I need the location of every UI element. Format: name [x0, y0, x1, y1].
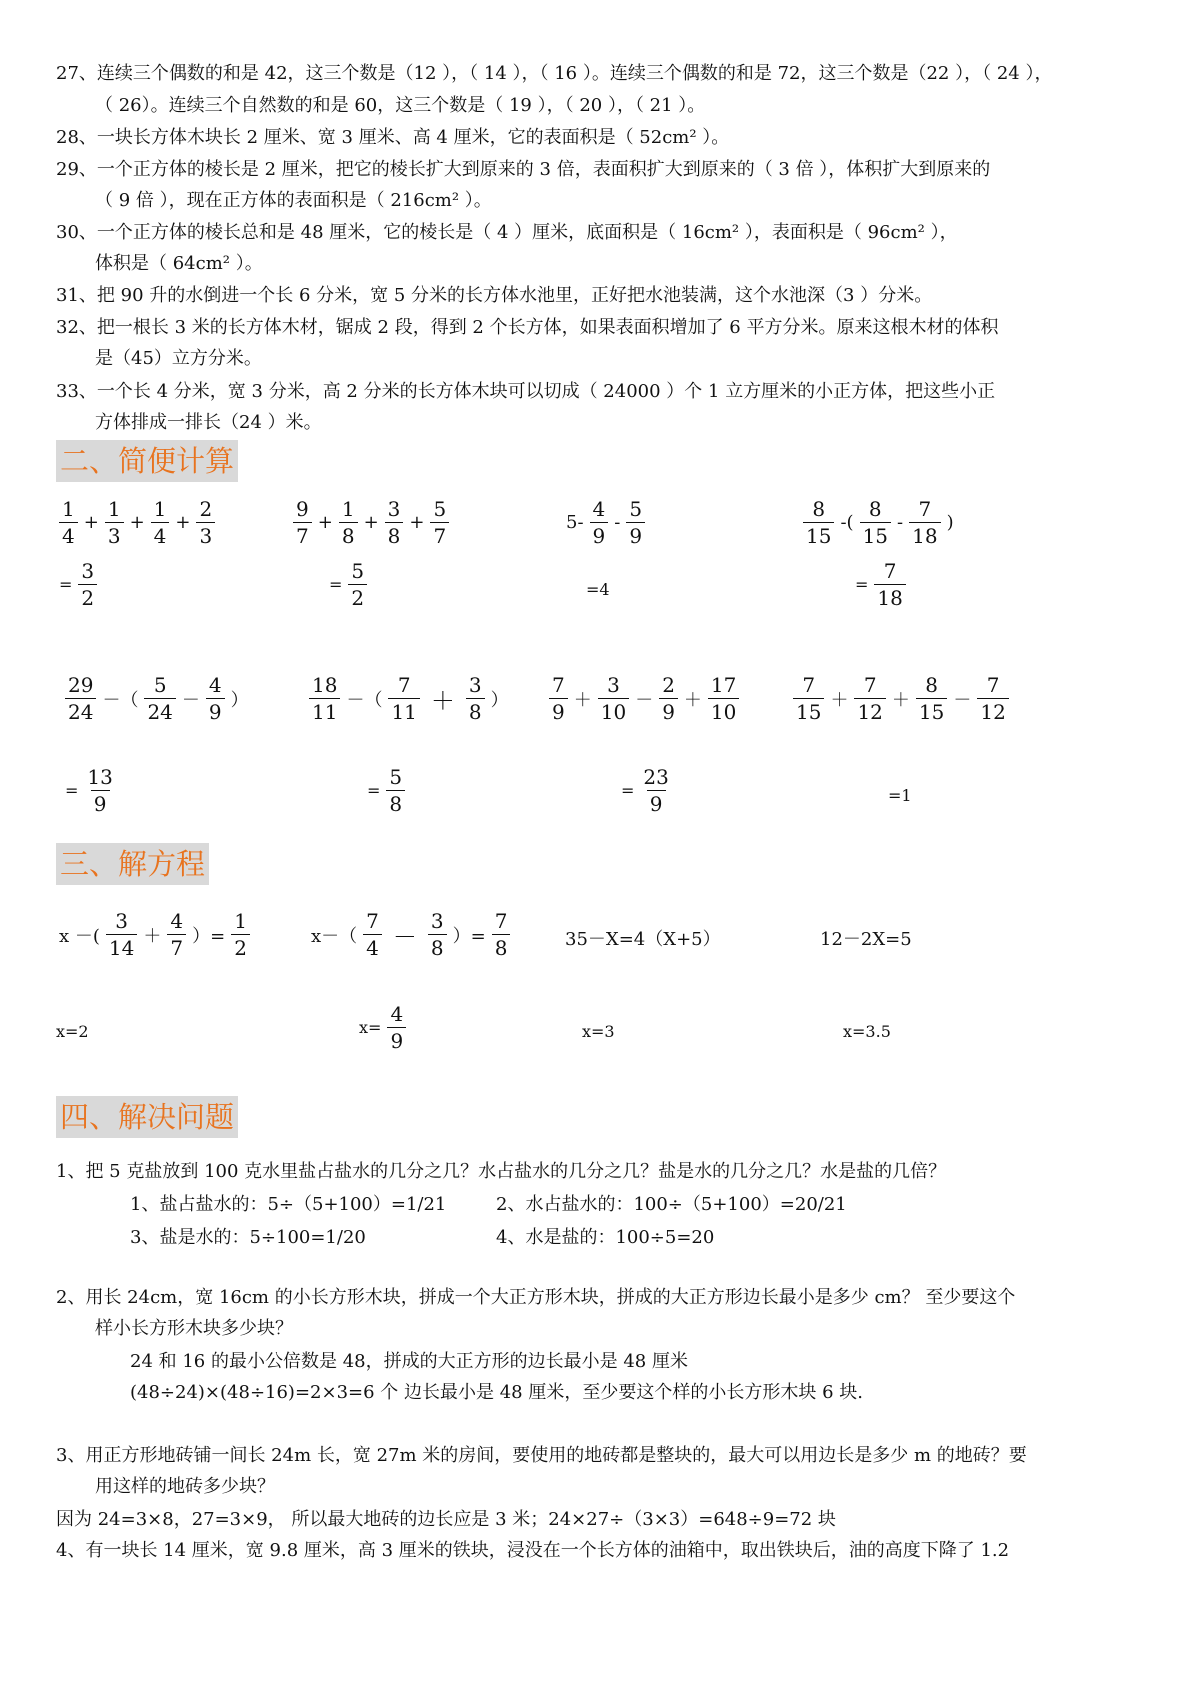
calc-expression-3: 5- $\frac{4}{9}$ - $\frac{5}{9}$ — [563, 496, 648, 549]
equation-answer-4: x=3.5 — [843, 1022, 891, 1041]
problem-1-answer-2: 2、水占盐水的：100÷（5+100）=20/21 — [496, 1194, 847, 1215]
calc-answer-5: = $\frac{13}{9}$ — [65, 765, 113, 816]
q32-line1: 32、把一根长 3 米的长方体木材，锯成 2 段，得到 2 个长方体，如果表面积增加了 6 平方分米。原来这根木材的体积 — [56, 317, 999, 338]
equation-1: x －( $\frac{3}{14}$ ＋ $\frac{4}{7}$ ）= $\frac{1}{2}$ — [56, 908, 253, 961]
equation-answer-2: x= $\frac{4}{9}$ — [356, 1001, 409, 1054]
calc-answer-1: = $\frac{3}{2}$ — [56, 558, 100, 611]
problem-3-solution: 因为 24=3×8，27=3×9， 所以最大地砖的边长应是 3 米；24×27÷（3×3）=648÷9=72 块 — [56, 1509, 836, 1530]
equation-2: x－（ $\frac{7}{4}$ － $\frac{3}{8}$ ）= $\frac{7}{8}$ — [308, 908, 513, 961]
problem-2-solution-2: (48÷24)×(48÷16)=2×3=6 个 边长最小是 48 厘米，至少要这个样的小长方形木块 6 块. — [130, 1382, 863, 1403]
equation-answer-1: x=2 — [56, 1022, 89, 1041]
q31: 31、把 90 升的水倒进一个长 6 分米，宽 5 分米的长方体水池里，正好把水池装满，这个水池深（3 ）分米。 — [56, 285, 933, 306]
section-heading-word-problems: 四、解决问题 — [56, 1096, 238, 1138]
problem-2-line1: 2、用长 24cm，宽 16cm 的小长方形木块，拼成一个大正方形木块，拼成的大正方形边长最小是多少 cm？ 至少要这个 — [56, 1287, 1016, 1308]
calc-answer-6: = $\frac{5}{8}$ — [364, 764, 408, 817]
problem-1-answer-1: 1、盐占盐水的：5÷（5+100）=1/21 — [130, 1194, 447, 1215]
calc-expression-2: $\frac{9}{7}$ + $\frac{1}{8}$ + $\frac{3}{8}$ + $\frac{5}{7}$ — [290, 496, 452, 549]
calc-expression-1: $\frac{1}{4}$ + $\frac{1}{3}$ + $\frac{1}{4}$ + $\frac{2}{3}$ — [56, 496, 218, 549]
equation-answer-3: x=3 — [582, 1022, 615, 1041]
q33-line1: 33、一个长 4 分米，宽 3 分米，高 2 分米的长方体木块可以切成（ 24000 ）个 1 立方厘米的小正方体，把这些小正 — [56, 381, 996, 402]
calc-expression-6: $\frac{18}{11}$ －（ $\frac{7}{11}$ ＋ $\frac{3}{8}$ ） — [306, 672, 512, 725]
q30-line2: 体积是（ 64cm² ）。 — [95, 253, 263, 274]
q29-line2: （ 9 倍 ），现在正方体的表面积是（ 216cm² ）。 — [95, 190, 492, 211]
calc-expression-5: $\frac{29}{24}$ －（ $\frac{5}{24}$ － $\frac{4}{9}$ ） — [62, 672, 252, 725]
q28: 28、一块长方体木块长 2 厘米、宽 3 厘米、高 4 厘米，它的表面积是（ 52cm² ）。 — [56, 127, 730, 148]
problem-2-line2: 样小长方形木块多少块？ — [95, 1318, 293, 1339]
q33-line2: 方体排成一排长（24 ）米。 — [95, 412, 322, 433]
q27-line1: 27、连续三个偶数的和是 42，这三个数是（12 ），（ 14 ），（ 16 ）。连续三个偶数的和是 72，这三个数是（22 ），（ 24 ）， — [56, 63, 1053, 84]
problem-3-line1: 3、用正方形地砖铺一间长 24m 长，宽 27m 米的房间，要使用的地砖都是整块的，最大可以用边长是多少 m 的地砖？要 — [56, 1445, 1027, 1466]
problem-1-answer-3: 3、盐是水的：5÷100=1/20 — [130, 1227, 366, 1248]
calc-expression-8: $\frac{7}{15}$ ＋ $\frac{7}{12}$ ＋ $\frac{8}{15}$ － $\frac{7}{12}$ — [790, 672, 1012, 725]
q29-line1: 29、一个正方体的棱长是 2 厘米，把它的棱长扩大到原来的 3 倍，表面积扩大到原来的（ 3 倍 ），体积扩大到原来的 — [56, 159, 991, 180]
calc-answer-4: = $\frac{7}{18}$ — [852, 558, 909, 611]
equation-3: 35－X=4（X+5） — [565, 929, 721, 950]
problem-3-line2: 用这样的地砖多少块？ — [95, 1476, 275, 1497]
section-heading-simplified-calc: 二、简便计算 — [56, 440, 238, 482]
q32-line2: 是（45）立方分米。 — [95, 348, 262, 369]
problem-1-answer-4: 4、水是盐的：100÷5=20 — [496, 1227, 715, 1248]
q30-line1: 30、一个正方体的棱长总和是 48 厘米，它的棱长是（ 4 ）厘米，底面积是（ 16cm² ），表面积是（ 96cm² ）， — [56, 222, 958, 243]
problem-1: 1、把 5 克盐放到 100 克水里盐占盐水的几分之几？水占盐水的几分之几？盐是水的几分之几？水是盐的几倍？ — [56, 1161, 947, 1182]
calc-answer-2: = $\frac{5}{2}$ — [326, 558, 370, 611]
problem-4-line1: 4、有一块长 14 厘米，宽 9.8 厘米，高 3 厘米的铁块，浸没在一个长方体的油箱中，取出铁块后，油的高度下降了 1.2 — [56, 1540, 1010, 1561]
calc-answer-8: =1 — [888, 786, 912, 805]
equation-4: 12－2X=5 — [820, 929, 912, 950]
calc-expression-7: $\frac{7}{9}$ ＋ $\frac{3}{10}$ － $\frac{2}{9}$ ＋ $\frac{17}{10}$ — [546, 672, 742, 725]
calc-answer-3: =4 — [586, 580, 610, 599]
section-heading-equations: 三、解方程 — [56, 843, 209, 885]
calc-answer-7: = $\frac{23}{9}$ — [621, 765, 669, 816]
q27-line2: （ 26）。连续三个自然数的和是 60，这三个数是（ 19 ），（ 20 ），（ 21 ）。 — [95, 95, 706, 116]
calc-expression-4: $\frac{8}{15}$ -( $\frac{8}{15}$ - $\frac{7}{18}$ ) — [800, 496, 957, 549]
problem-2-solution-1: 24 和 16 的最小公倍数是 48，拼成的大正方形的边长最小是 48 厘米 — [130, 1351, 688, 1372]
